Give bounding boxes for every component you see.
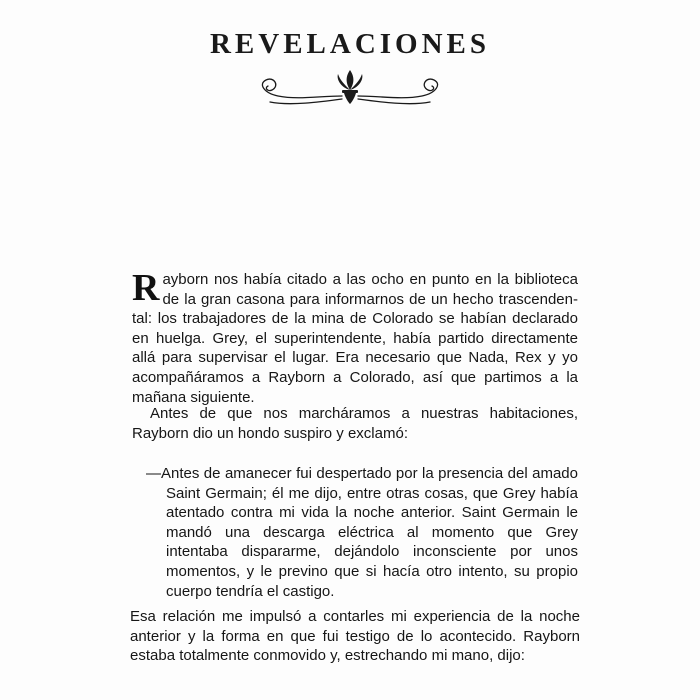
- paragraph-2: Antes de que nos marcháramos a nuestras habitaciones, Rayborn dio un hondo suspiro y exclamó:: [132, 405, 578, 442]
- chapter-title: REVELACIONES: [209, 28, 491, 60]
- paragraph-1-text: ayborn nos había citado a las ocho en punto en la biblioteca de la gran casona para informarnos de un hecho trascenden-tal: los trabajadores de la mina de Colorado se habían declarado en huelga. Grey, el superintendente, había partido directamente allá para supervisar el lugar. Era necesario que Nada, Rex y yo acompañáramos a Rayborn a Colorado, así que partimos a la mañana siguiente.: [132, 271, 578, 406]
- paragraph-1: [132, 267, 578, 407]
- drop-cap: R: [132, 267, 160, 309]
- paragraph-3-dialogue: —Antes de amanecer fui despertado por la presencia del amado Saint Germain; él me dijo, entre otras cosas, que Grey había atentado contra mi vida la noche anterior. Saint Germain le mandó una descarga eléctrica al momento que Grey intentaba dispararme, dejándolo inconsciente por unos momentos, y le previno que si hacía otro intento, su propio cuerpo tendría el castigo.: [146, 465, 578, 600]
- fleur-de-lis-scroll-ornament-icon: [250, 66, 450, 110]
- paragraph-4: Esa relación me impulsó a contarles mi experiencia de la noche anterior y la forma en que fui testigo de lo acontecido. Rayborn estaba totalmente conmovido y, estrechando mi mano, dijo:: [130, 608, 580, 665]
